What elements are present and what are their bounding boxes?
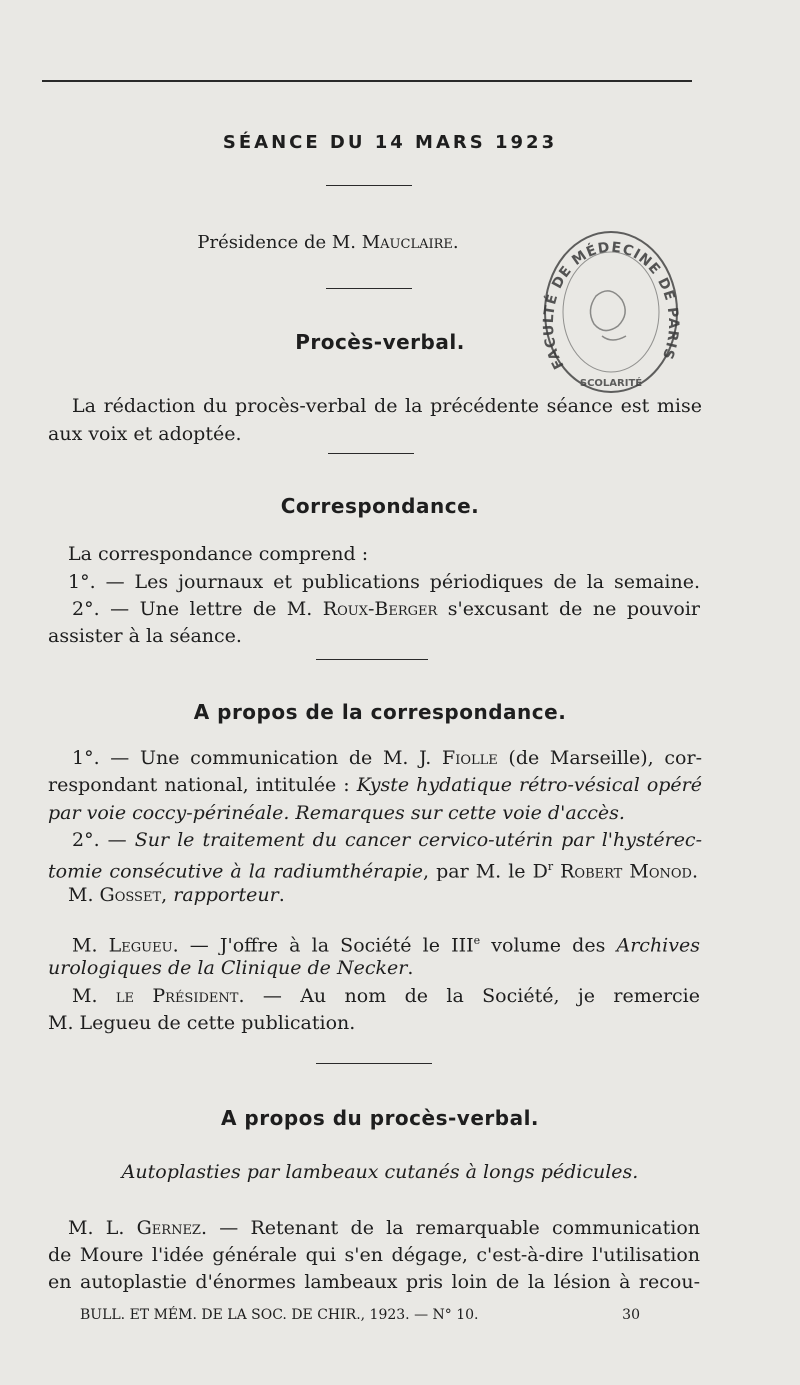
gernez-line-2: de Moure l'idée générale qui s'en dégage, c'est-à-dire l'utilisation [48, 1244, 700, 1266]
seance-heading: SÉANCE DU 14 MARS 1923 [222, 132, 558, 153]
person-name: Fiolle [442, 747, 498, 769]
item-2-text: s'excusant de ne pouvoir [437, 598, 700, 620]
correspondance-intro: La correspondance comprend : [68, 543, 369, 565]
divider [328, 453, 414, 454]
person-name: Gernez [136, 1217, 201, 1239]
text: . — Au nom de la Société, je remercie [238, 985, 700, 1007]
communication-1-line-3 [48, 799, 708, 827]
presidence-suffix: . [452, 232, 459, 253]
communication-title: Sur le traitement du cancer cervico-utérin par l'hystérec- [134, 829, 702, 851]
section-title-a-propos-correspondance: A propos de la correspondance. [193, 700, 567, 724]
text: 2°. — [72, 829, 135, 851]
correspondance-item-2-line-2: assister à la séance. [48, 625, 242, 647]
superscript: r [547, 860, 554, 873]
gernez-line-1 [68, 1214, 700, 1242]
communication-1-line-1 [72, 744, 702, 772]
item-2-text: 2°. — Une lettre de M. [72, 598, 323, 620]
text: . — Retenant de la remarquable communication [200, 1217, 700, 1239]
text: (de Marseille), cor- [497, 747, 702, 769]
page-footer [80, 1304, 640, 1326]
text: M. L. [68, 1217, 137, 1239]
footer-citation: BULL. ET MÉM. DE LA SOC. DE CHIR., 1923. — N° 10. [80, 1307, 479, 1323]
divider [316, 1063, 432, 1064]
text: . [278, 884, 285, 906]
gernez-line-3: en autoplastie d'énormes lambeaux pris loin de la lésion à recou- [48, 1271, 700, 1293]
text: M. [72, 934, 109, 955]
stamp-bottom-text: SCOLARITÉ [579, 378, 643, 389]
text: volume des [480, 934, 617, 955]
section-title-a-propos-proces-verbal: A propos du procès-verbal. [220, 1106, 540, 1130]
text: M. [68, 884, 100, 906]
communication-2-line-2 [48, 853, 698, 881]
rapporteur-line: M. Gosset, rapporteur. [68, 884, 285, 906]
library-stamp [536, 216, 686, 396]
person-name: Legueu [108, 934, 173, 955]
president-line-2: M. Legueu de cette publication. [48, 1012, 356, 1034]
text: respondant national, intitulée : [48, 774, 357, 796]
divider [316, 659, 428, 660]
president-name: Mauclaire [361, 232, 453, 253]
legueu-line-1 [72, 927, 700, 955]
superscript: e [473, 934, 481, 947]
person-name: Roux-Berger [322, 598, 438, 620]
text: . [407, 957, 414, 979]
president-line-1 [72, 982, 700, 1010]
proces-verbal-line-1: La rédaction du procès-verbal de la précédente séance est mise [72, 395, 702, 417]
stamp-text: FACULTÉ DE MÉDECINE DE PARIS [540, 239, 682, 372]
presidence-prefix: Présidence de M. [197, 232, 362, 253]
stamp-emblem-icon [590, 291, 625, 331]
role: rapporteur [173, 884, 279, 906]
text: , par M. le D [423, 860, 548, 881]
text: M. [72, 985, 116, 1007]
publication-title: urologiques de la Clinique de Necker [48, 957, 408, 979]
communication-1-line-2 [48, 771, 702, 799]
correspondance-item-2 [72, 595, 700, 623]
proces-verbal-line-2: aux voix et adoptée. [48, 423, 242, 445]
person-name: Robert Monod [560, 860, 692, 881]
divider [326, 288, 412, 289]
legueu-line-2 [48, 954, 708, 982]
stamp-emblem-icon [602, 336, 626, 340]
correspondance-item-1: 1°. — Les journaux et publications périodiques de la semaine. [68, 571, 700, 593]
section-title-correspondance: Correspondance. [280, 494, 480, 518]
top-rule [42, 80, 692, 82]
section-title-proces-verbal: Procès-verbal. [295, 330, 465, 354]
subtitle-autoplasties: Autoplasties par lambeaux cutanés à longs pédicules. [121, 1161, 639, 1183]
person-name: le Président [115, 985, 239, 1007]
communication-2-line-1 [72, 826, 702, 854]
page-number: 30 [622, 1307, 640, 1323]
presidence-line [48, 229, 608, 257]
text: . — J'offre à la Société le III [172, 934, 474, 955]
text: . [691, 860, 698, 881]
communication-title: par voie coccy-périnéale. Remarques sur cette voie d'accès. [48, 802, 625, 824]
person-name: Gosset [99, 884, 162, 906]
text: 1°. — Une communication de M. J. [72, 747, 443, 769]
communication-title: Kyste hydatique rétro-vésical opéré [356, 774, 702, 796]
publication-title: Archives [616, 934, 700, 955]
divider [326, 185, 412, 186]
communication-title: tomie consécutive à la radiumthérapie [48, 860, 424, 881]
